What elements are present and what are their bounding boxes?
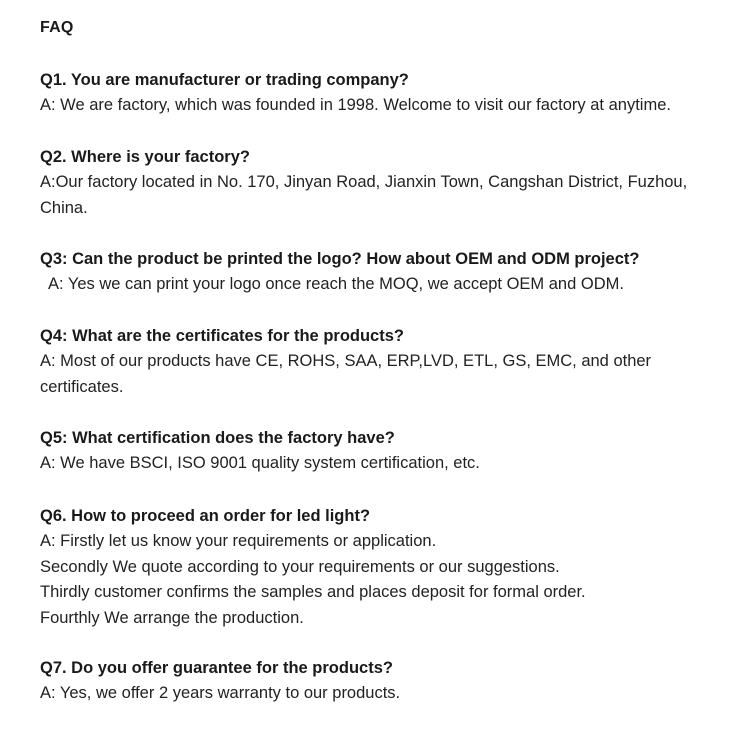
faq-answer-line: A: We have BSCI, ISO 9001 quality system certification, etc. [40,454,480,472]
faq-answer-line: A: We are factory, which was founded in 1998. Welcome to visit our factory at anytime. [40,96,671,114]
faq-answer-line: China. [40,198,88,217]
faq-answer-line: A: Yes, we offer 2 years warranty to our products. [40,684,401,702]
faq-item-7 [40,656,730,707]
faq-question-3: Q3: Can the product be printed the logo? How about OEM and ODM project? [40,250,640,268]
faq-question-7: Q7. Do you offer guarantee for the products? [40,659,393,677]
faq-question-5: Q5: What certification does the factory have? [40,429,395,447]
faq-answer-line: A: Yes we can print your logo once reach the MOQ, we accept OEM and ODM. [48,275,624,293]
faq-answer-1 [40,93,730,119]
faq-answer-line: A: Firstly let us know your requirements or application. [40,532,437,550]
faq-answer-line: Fourthly We arrange the production. [40,608,304,627]
faq-item-5 [40,426,730,477]
faq-answer-7 [40,681,730,707]
faq-question-6: Q6. How to proceed an order for led light? [40,507,371,525]
faq-answer-6 [40,529,730,631]
faq-question-1: Q1. You are manufacturer or trading company? [40,71,409,89]
faq-answer-line: Thirdly customer confirms the samples and places deposit for formal order. [40,583,586,601]
faq-question-4: Q4: What are the certificates for the products? [40,327,404,345]
faq-answer-3 [40,272,730,298]
faq-question-2: Q2. Where is your factory? [40,148,250,166]
faq-answer-4 [40,349,730,400]
faq-answer-2 [40,170,730,221]
faq-answer-line: A:Our factory located in No. 170, Jinyan Road, Jianxin Town, Cangshan District, Fuzhou, [40,173,688,191]
page-title: FAQ [40,19,74,36]
faq-answer-line: A: Most of our products have CE, ROHS, SAA, ERP,LVD, ETL, GS, EMC, and other [40,352,652,370]
faq-item-3 [40,247,730,298]
faq-item-1 [40,68,730,119]
faq-item-6 [40,504,730,631]
faq-answer-line: certificates. [40,377,124,396]
faq-answer-5 [40,451,730,477]
faq-item-4 [40,324,730,400]
faq-item-2 [40,145,730,221]
faq-answer-line: Secondly We quote according to your requirements or our suggestions. [40,557,560,576]
